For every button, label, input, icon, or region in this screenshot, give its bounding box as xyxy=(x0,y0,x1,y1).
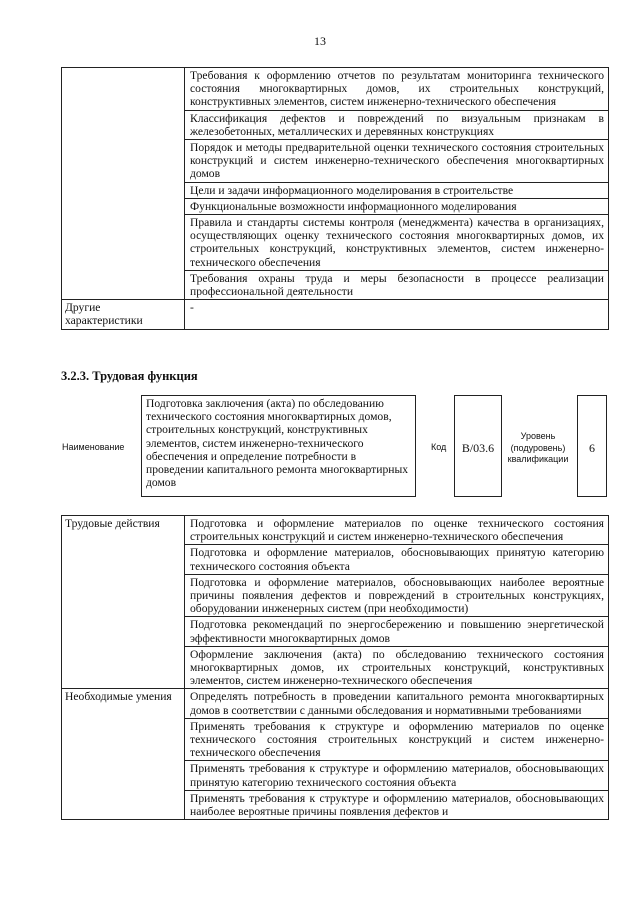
skill-item: Применять требования к структуре и оформлению материалов по оценке технического состояния строительных конструкций и систем инженерно-технического обеспечения xyxy=(185,718,609,761)
requirement-item: Требования охраны труда и меры безопасности в процессе реализации профессиональной деятельности xyxy=(185,270,609,299)
labor-function-table xyxy=(61,515,609,820)
requirement-item: Классификация дефектов и повреждений по визуальным признакам в железобетонных, металлических и деревянных конструкциях xyxy=(185,110,609,139)
labor-action-item: Подготовка и оформление материалов, обосновывающих наиболее вероятные причины появления дефектов и повреждений в строительных конструкциях, оборудовании инженерных систем (при необходимости) xyxy=(185,574,609,617)
requirement-item: Правила и стандарты системы контроля (менеджмента) качества в организациях, осуществляющих оценку технического состояния многоквартирных домов, их строительных конструкций, конструктивных элементов, систем инженерно-технического обеспечения xyxy=(185,215,609,271)
labor-action-item: Подготовка рекомендаций по энергосбережению и повышению энергетической эффективности многоквартирных домов xyxy=(185,617,609,646)
labor-actions-label: Трудовые действия xyxy=(62,516,185,689)
name-label: Наименование xyxy=(62,442,125,452)
labor-action-item: Оформление заключения (акта) по обследованию технического состояния многоквартирных домов, их строительных конструкций, конструктивных элементов, систем инженерно-технического обеспечения xyxy=(185,646,609,689)
requirement-item: Порядок и методы предварительной оценки технического состояния строительных конструкций и систем инженерно-технического обеспечения многоквартирных домов xyxy=(185,140,609,183)
skill-item: Применять требования к структуре и оформлению материалов, обосновывающих принятую категорию технического состояния объекта xyxy=(185,761,609,790)
code-label: Код xyxy=(431,442,447,452)
skill-item: Определять потребность в проведении капитального ремонта многоквартирных домов в соответствии с данными обследования и нормативными требованиями xyxy=(185,689,609,718)
labor-action-item: Подготовка и оформление материалов по оценке технического состояния строительных конструкций и систем инженерно-технического обеспечения xyxy=(185,516,609,545)
other-characteristics-value: - xyxy=(185,300,609,329)
table-row xyxy=(62,689,609,718)
table-row xyxy=(62,516,609,545)
labor-action-item: Подготовка и оформление материалов, обосновывающих принятую категорию технического состояния объекта xyxy=(185,545,609,574)
required-skills-label: Необходимые умения xyxy=(62,689,185,820)
function-name-box: Подготовка заключения (акта) по обследованию технического состояния многоквартирных домов, строительных конструкций, конструктивных элементов, систем инженерно-технического обеспечения и определение потребности в проведении капитального ремонта многоквартирных домов xyxy=(141,395,416,497)
section-title: 3.2.3. Трудовая функция xyxy=(61,369,198,383)
requirement-item: Требования к оформлению отчетов по результатам мониторинга технического состояния многоквартирных домов, их строительных конструкций, конструктивных элементов, систем инженерно-технического обеспечения xyxy=(185,68,609,111)
code-box: B/03.6 xyxy=(454,395,502,497)
table-row xyxy=(62,300,609,329)
knowledge-table xyxy=(61,67,609,330)
requirement-item: Функциональные возможности информационного моделирования xyxy=(185,198,609,214)
table-cell-empty-label xyxy=(62,68,185,300)
qualification-level-label: Уровень (подуровень) квалификации xyxy=(507,431,569,464)
other-characteristics-label: Другие характеристики xyxy=(62,300,185,329)
qualification-level-box: 6 xyxy=(577,395,607,497)
page-number: 13 xyxy=(314,34,326,48)
skill-item: Применять требования к структуре и оформлению материалов, обосновывающих наиболее вероятные причины появления дефектов и xyxy=(185,790,609,819)
table-row xyxy=(62,68,609,111)
requirement-item: Цели и задачи информационного моделирования в строительстве xyxy=(185,182,609,198)
